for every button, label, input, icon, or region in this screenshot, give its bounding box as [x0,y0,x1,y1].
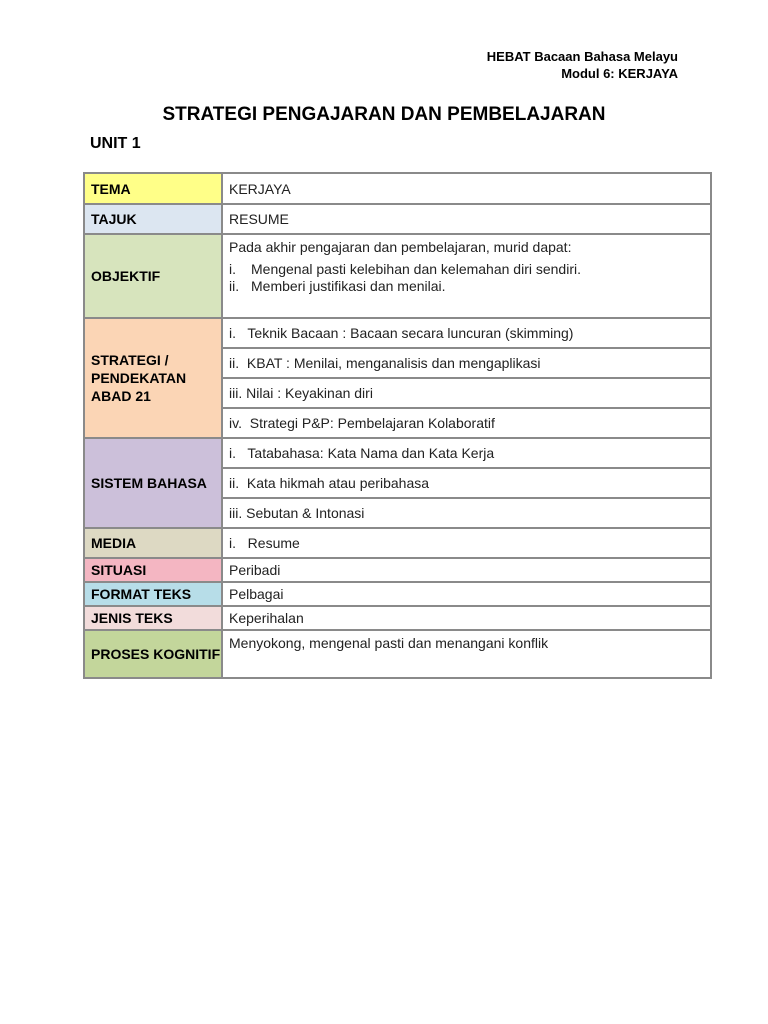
strategi-item: iii. Nilai : Keyakinan diri [222,378,711,408]
objektif-item-text: Memberi justifikasi dan menilai. [251,278,446,294]
strategi-item: i. Teknik Bacaan : Bacaan secara luncuran (skimming) [222,318,711,348]
label-strategi: STRATEGI / PENDEKATAN ABAD 21 [84,318,222,438]
row-objektif [84,234,711,318]
objektif-intro: Pada akhir pengajaran dan pembelajaran, murid dapat: [229,239,572,255]
row-format-teks [84,582,711,606]
label-proses-kognitif: PROSES KOGNITIF [84,630,222,678]
label-sistem: SISTEM BAHASA [84,438,222,528]
value-media: i. Resume [222,528,711,558]
value-tema: KERJAYA [222,173,711,204]
objektif-item-num: i. [229,261,236,277]
row-tajuk [84,204,711,234]
label-jenis-teks: JENIS TEKS [84,606,222,630]
row-strategi [84,318,711,348]
row-proses-kognitif [84,630,711,678]
row-media [84,528,711,558]
objektif-item-text: Mengenal pasti kelebihan dan kelemahan diri sendiri. [251,261,581,277]
row-jenis-teks [84,606,711,630]
sistem-item: iii. Sebutan & Intonasi [222,498,711,528]
value-jenis-teks: Keperihalan [222,606,711,630]
label-tajuk: TAJUK [84,204,222,234]
value-format-teks: Pelbagai [222,582,711,606]
label-media: MEDIA [84,528,222,558]
row-tema [84,173,711,204]
objektif-item [229,278,710,295]
label-objektif: OBJEKTIF [84,234,222,318]
header-module: Modul 6: KERJAYA [561,66,678,81]
value-objektif [222,234,711,318]
strategi-item: ii. KBAT : Menilai, menganalisis dan mengaplikasi [222,348,711,378]
label-tema: TEMA [84,173,222,204]
document-header [487,48,678,82]
row-situasi [84,558,711,582]
row-sistem [84,438,711,468]
header-book-title: HEBAT Bacaan Bahasa Melayu [486,49,678,64]
unit-heading: UNIT 1 [90,135,141,152]
label-situasi: SITUASI [84,558,222,582]
value-situasi: Peribadi [222,558,711,582]
sistem-item: ii. Kata hikmah atau peribahasa [222,468,711,498]
label-format-teks: FORMAT TEKS [84,582,222,606]
strategi-item: iv. Strategi P&P: Pembelajaran Kolaboratif [222,408,711,438]
objektif-item-num: ii. [229,278,240,294]
lesson-plan-table [83,172,712,679]
page-title: STRATEGI PENGAJARAN DAN PEMBELAJARAN [162,104,606,125]
value-tajuk: RESUME [222,204,711,234]
objektif-item [229,261,710,278]
value-proses-kognitif: Menyokong, mengenal pasti dan menangani konflik [222,630,711,678]
sistem-item: i. Tatabahasa: Kata Nama dan Kata Kerja [222,438,711,468]
